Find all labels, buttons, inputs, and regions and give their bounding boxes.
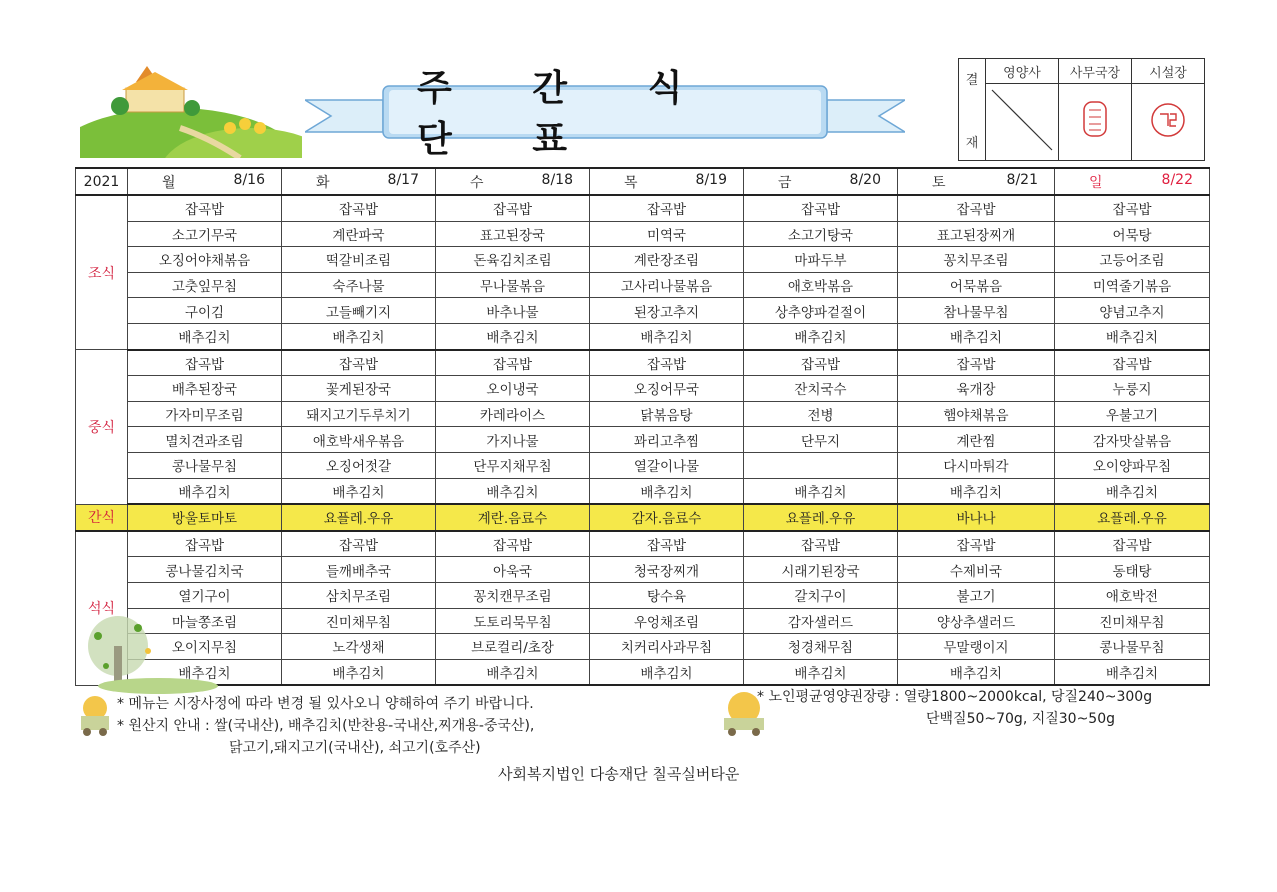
meal-label: 중식 [76, 350, 128, 505]
menu-cell: 잡곡밥 [1055, 350, 1210, 376]
menu-cell: 아욱국 [436, 557, 590, 583]
menu-cell: 감자.음료수 [590, 504, 744, 531]
menu-cell: 열기구이 [128, 582, 282, 608]
menu-cell: 배추김치 [1055, 323, 1210, 349]
menu-cell: 잡곡밥 [282, 350, 436, 376]
menu-cell: 상추양파겉절이 [744, 298, 898, 324]
menu-row [76, 376, 1210, 402]
day-date: 8/17 [387, 171, 419, 188]
menu-cell: 미역국 [590, 221, 744, 247]
menu-cell: 오징어야채볶음 [128, 247, 282, 273]
menu-cell: 콩나물김치국 [128, 557, 282, 583]
menu-cell: 배추김치 [898, 659, 1055, 685]
menu-cell: 우불고기 [1055, 401, 1210, 427]
menu-cell: 배추김치 [128, 659, 282, 685]
menu-cell: 오징어무국 [590, 376, 744, 402]
house-hill-illustration [80, 58, 302, 158]
menu-row [76, 634, 1210, 660]
menu-cell: 잡곡밥 [128, 195, 282, 221]
day-name: 화 [316, 174, 330, 191]
menu-row [76, 608, 1210, 634]
menu-cell: 잡곡밥 [436, 195, 590, 221]
day-header [128, 168, 282, 195]
menu-row [76, 531, 1210, 557]
menu-cell: 참나물무침 [898, 298, 1055, 324]
menu-cell: 배추김치 [128, 478, 282, 504]
menu-cell: 잡곡밥 [590, 195, 744, 221]
menu-cell: 소고기무국 [128, 221, 282, 247]
menu-cell: 잡곡밥 [744, 350, 898, 376]
menu-cell: 멸치견과조림 [128, 427, 282, 453]
menu-cell: 어묵탕 [1055, 221, 1210, 247]
menu-cell: 배추김치 [436, 478, 590, 504]
menu-cell: 콩나물무침 [128, 452, 282, 478]
menu-cell: 애호박전 [1055, 582, 1210, 608]
day-date: 8/16 [233, 171, 265, 188]
menu-cell: 요플레.우유 [1055, 504, 1210, 531]
weekly-menu-table [75, 167, 1210, 686]
sun-cart-icon [77, 694, 113, 738]
menu-row [76, 221, 1210, 247]
menu-cell: 꽁치캔무조림 [436, 582, 590, 608]
menu-cell: 닭볶음탕 [590, 401, 744, 427]
menu-cell: 배추김치 [590, 659, 744, 685]
menu-cell: 잡곡밥 [436, 350, 590, 376]
menu-cell: 배추김치 [1055, 478, 1210, 504]
menu-cell: 불고기 [898, 582, 1055, 608]
day-date: 8/21 [1006, 171, 1038, 188]
menu-row [76, 401, 1210, 427]
menu-cell: 마늘쫑조림 [128, 608, 282, 634]
day-date: 8/19 [695, 171, 727, 188]
menu-cell: 방울토마토 [128, 504, 282, 531]
menu-cell: 계란.음료수 [436, 504, 590, 531]
menu-cell: 어묵볶음 [898, 272, 1055, 298]
menu-cell: 요플레.우유 [744, 504, 898, 531]
menu-row [76, 350, 1210, 376]
menu-cell: 배추김치 [436, 659, 590, 685]
menu-cell: 된장고추지 [590, 298, 744, 324]
meal-label: 조식 [76, 195, 128, 350]
menu-cell: 배추김치 [898, 323, 1055, 349]
footer-organization: 사회복지법인 다송재단 칠곡실버타운 [498, 765, 740, 783]
day-header [898, 168, 1055, 195]
day-header [1055, 168, 1210, 195]
menu-row [76, 478, 1210, 504]
menu-cell: 가지나물 [436, 427, 590, 453]
menu-row [76, 298, 1210, 324]
menu-cell: 잡곡밥 [1055, 195, 1210, 221]
day-date: 8/20 [849, 171, 881, 188]
menu-cell: 동태탕 [1055, 557, 1210, 583]
menu-row [76, 247, 1210, 273]
menu-cell: 애호박볶음 [744, 272, 898, 298]
approval-stamp-director [1132, 84, 1205, 161]
menu-cell: 배추김치 [744, 478, 898, 504]
menu-cell: 갈치구이 [744, 582, 898, 608]
menu-cell: 배추김치 [744, 323, 898, 349]
menu-cell: 누룽지 [1055, 376, 1210, 402]
year-cell: 2021 [76, 168, 128, 195]
menu-cell: 배추김치 [744, 659, 898, 685]
menu-cell: 노각생채 [282, 634, 436, 660]
menu-cell: 우엉채조림 [590, 608, 744, 634]
menu-cell: 잡곡밥 [898, 350, 1055, 376]
menu-cell: 육개장 [898, 376, 1055, 402]
menu-cell: 배추김치 [898, 478, 1055, 504]
menu-cell: 배추김치 [282, 478, 436, 504]
tree-sticker-icon [78, 606, 218, 706]
menu-cell: 햄야채볶음 [898, 401, 1055, 427]
menu-cell: 고사리나물볶음 [590, 272, 744, 298]
day-name: 월 [162, 174, 176, 191]
menu-cell: 구이김 [128, 298, 282, 324]
menu-cell: 배추김치 [282, 323, 436, 349]
menu-cell: 청경채무침 [744, 634, 898, 660]
meal-label: 석식 [76, 531, 128, 686]
menu-cell: 꽈리고추찜 [590, 427, 744, 453]
menu-cell: 미역줄기볶음 [1055, 272, 1210, 298]
menu-cell: 숙주나물 [282, 272, 436, 298]
menu-cell: 고들빼기지 [282, 298, 436, 324]
menu-cell: 수제비국 [898, 557, 1055, 583]
menu-cell: 떡갈비조림 [282, 247, 436, 273]
day-date: 8/22 [1161, 171, 1193, 188]
menu-cell: 잡곡밥 [128, 531, 282, 557]
menu-cell: 잡곡밥 [1055, 531, 1210, 557]
menu-cell: 배추김치 [590, 478, 744, 504]
header-row [76, 168, 1210, 195]
menu-cell: 오징어젓갈 [282, 452, 436, 478]
day-header [744, 168, 898, 195]
menu-cell: 바추나물 [436, 298, 590, 324]
meal-label: 간식 [76, 504, 128, 531]
day-name: 일 [1089, 174, 1103, 191]
note-nutrition-detail: 단백질50~70g, 지질30~50g [926, 711, 1116, 727]
menu-cell: 배추김치 [282, 659, 436, 685]
menu-cell: 잡곡밥 [898, 195, 1055, 221]
menu-cell: 양념고추지 [1055, 298, 1210, 324]
page-title: 주 간 식 단 표 [417, 67, 717, 160]
menu-cell: 꽁치무조림 [898, 247, 1055, 273]
menu-cell: 배추김치 [128, 323, 282, 349]
menu-cell: 잡곡밥 [128, 350, 282, 376]
menu-row [76, 323, 1210, 349]
note-origin-meat: 닭고기,돼지고기(국내산), 쇠고기(호주산) [229, 740, 481, 756]
menu-cell: 배추김치 [1055, 659, 1210, 685]
menu-cell: 요플레.우유 [282, 504, 436, 531]
menu-cell: 잡곡밥 [282, 195, 436, 221]
menu-cell: 배추김치 [436, 323, 590, 349]
menu-row [76, 582, 1210, 608]
menu-cell: 도토리묵무침 [436, 608, 590, 634]
menu-cell: 표고된장찌개 [898, 221, 1055, 247]
menu-cell: 잡곡밥 [744, 195, 898, 221]
menu-cell: 바나나 [898, 504, 1055, 531]
approval-header-office-manager: 사무국장 [1059, 59, 1132, 84]
menu-cell: 양상추샐러드 [898, 608, 1055, 634]
menu-row [76, 272, 1210, 298]
menu-cell: 소고기탕국 [744, 221, 898, 247]
menu-cell: 배추김치 [590, 323, 744, 349]
menu-cell: 브로컬리/초장 [436, 634, 590, 660]
menu-cell: 카레라이스 [436, 401, 590, 427]
menu-cell: 돼지고기두루치기 [282, 401, 436, 427]
menu-cell: 애호박새우볶음 [282, 427, 436, 453]
menu-cell: 배추된장국 [128, 376, 282, 402]
menu-cell: 단무지 [744, 427, 898, 453]
menu-cell: 오이양파무침 [1055, 452, 1210, 478]
menu-row [76, 195, 1210, 221]
menu-cell: 감자맛살볶음 [1055, 427, 1210, 453]
menu-cell: 열갈이나물 [590, 452, 744, 478]
menu-cell: 시래기된장국 [744, 557, 898, 583]
menu-cell [744, 452, 898, 478]
approval-box [958, 58, 1205, 161]
menu-cell: 고춧잎무침 [128, 272, 282, 298]
menu-cell: 무나물볶음 [436, 272, 590, 298]
menu-row [76, 504, 1210, 531]
menu-cell: 잡곡밥 [744, 531, 898, 557]
menu-cell: 잔치국수 [744, 376, 898, 402]
menu-cell: 진미채무침 [282, 608, 436, 634]
menu-cell: 오이냉국 [436, 376, 590, 402]
day-header [436, 168, 590, 195]
menu-row [76, 557, 1210, 583]
menu-cell: 치커리사과무침 [590, 634, 744, 660]
approval-header-director: 시설장 [1132, 59, 1205, 84]
menu-cell: 계란파국 [282, 221, 436, 247]
day-name: 토 [932, 174, 946, 191]
menu-cell: 오이지무침 [128, 634, 282, 660]
menu-cell: 잡곡밥 [590, 531, 744, 557]
menu-row [76, 659, 1210, 685]
menu-row [76, 427, 1210, 453]
day-name: 수 [470, 174, 484, 191]
menu-cell: 마파두부 [744, 247, 898, 273]
menu-cell: 청국장찌개 [590, 557, 744, 583]
menu-cell: 계란장조림 [590, 247, 744, 273]
menu-cell: 잡곡밥 [282, 531, 436, 557]
menu-cell: 고등어조림 [1055, 247, 1210, 273]
approval-signature-slash [986, 84, 1059, 161]
day-header [590, 168, 744, 195]
day-name: 목 [624, 174, 638, 191]
menu-cell: 잡곡밥 [590, 350, 744, 376]
day-name: 금 [778, 174, 792, 191]
approval-header-nutritionist: 영양사 [986, 59, 1059, 84]
approval-side-label: 결 재 [959, 59, 986, 161]
menu-cell: 탕수육 [590, 582, 744, 608]
menu-cell: 잡곡밥 [436, 531, 590, 557]
note-nutrition: * 노인평균영양권장량 : 열량1800~2000kcal, 당질240~300g [757, 689, 1153, 705]
menu-cell: 계란찜 [898, 427, 1055, 453]
menu-cell: 표고된장국 [436, 221, 590, 247]
note-origin: * 원산지 안내 : 쌀(국내산), 배추김치(반찬용-국내산,찌개용-중국산), [117, 718, 535, 734]
day-header [282, 168, 436, 195]
menu-row [76, 452, 1210, 478]
menu-cell: 콩나물무침 [1055, 634, 1210, 660]
menu-cell: 단무지채무침 [436, 452, 590, 478]
note-menu-change: * 메뉴는 시장사정에 따라 변경 될 있사오니 양해하여 주기 바랍니다. [117, 696, 534, 712]
menu-cell: 돈육김치조림 [436, 247, 590, 273]
menu-cell: 들깨배추국 [282, 557, 436, 583]
approval-stamp-office-manager [1059, 84, 1132, 161]
day-date: 8/18 [541, 171, 573, 188]
menu-cell: 무말랭이지 [898, 634, 1055, 660]
menu-cell: 가자미무조림 [128, 401, 282, 427]
menu-cell: 진미채무침 [1055, 608, 1210, 634]
menu-cell: 감자샐러드 [744, 608, 898, 634]
menu-cell: 꽃게된장국 [282, 376, 436, 402]
menu-cell: 삼치무조림 [282, 582, 436, 608]
menu-cell: 다시마튀각 [898, 452, 1055, 478]
menu-cell: 전병 [744, 401, 898, 427]
menu-cell: 잡곡밥 [898, 531, 1055, 557]
